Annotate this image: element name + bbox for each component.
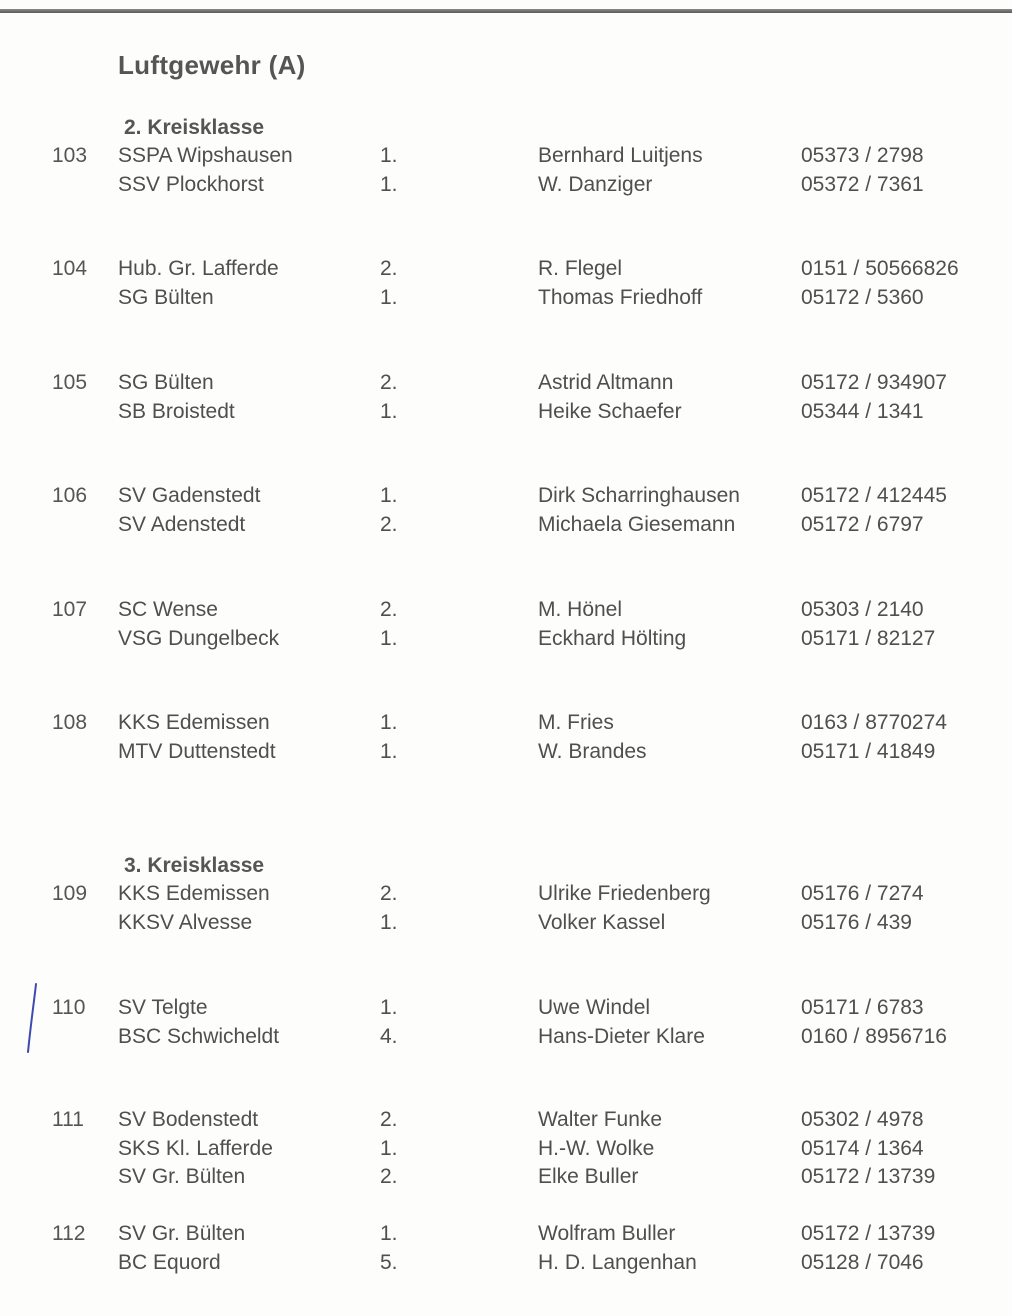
- contact-name: Heike Schaefer: [538, 399, 682, 423]
- club-name: SSPA Wipshausen: [118, 144, 293, 167]
- contact-name: Walter Funke: [538, 1108, 663, 1131]
- team-row: [0, 1025, 1012, 1053]
- phone-number: 05303 / 2140: [801, 598, 924, 621]
- phone-number: 05373 / 2798: [801, 144, 924, 167]
- team-number: 2.: [380, 512, 398, 536]
- club-name: SB Broistedt: [118, 399, 235, 423]
- contact-name: R. Flegel: [538, 257, 623, 280]
- phone-number: 0151 / 50566826: [801, 257, 959, 280]
- contact-name: Thomas Friedhoff: [538, 285, 703, 309]
- club-name: KKS Edemissen: [118, 711, 270, 734]
- contact-name: Uwe Windel: [538, 996, 651, 1019]
- phone-number: 05172 / 13739: [801, 1222, 936, 1245]
- team-row: [0, 1108, 1012, 1136]
- group-number: 106: [52, 484, 88, 507]
- team-number: 1.: [380, 1222, 398, 1245]
- team-row: [0, 627, 1012, 655]
- contact-name: H. D. Langenhan: [538, 1250, 697, 1274]
- team-number: 1.: [380, 172, 398, 196]
- team-number: 1.: [380, 144, 398, 167]
- contact-name: H.-W. Wolke: [538, 1136, 655, 1160]
- group-number: 111: [52, 1108, 84, 1131]
- team-number: 1.: [380, 739, 398, 763]
- team-row: [0, 996, 1012, 1024]
- team-number: 1.: [380, 626, 398, 650]
- team-row: [0, 882, 1012, 910]
- club-name: SV Gr. Bülten: [118, 1165, 246, 1188]
- team-number: 2.: [380, 371, 398, 394]
- club-name: VSG Dungelbeck: [118, 626, 280, 650]
- club-name: SC Wense: [118, 598, 218, 621]
- club-name: SV Gadenstedt: [118, 484, 261, 507]
- team-number: 2.: [380, 1108, 398, 1131]
- team-row: [0, 286, 1012, 314]
- phone-number: 05172 / 6797: [801, 512, 924, 536]
- page-title: Luftgewehr (A): [118, 50, 306, 80]
- contact-name: M. Hönel: [538, 598, 623, 621]
- section-title: 3. Kreisklasse: [124, 854, 265, 877]
- contact-name: W. Danziger: [538, 172, 653, 196]
- club-name: SG Bülten: [118, 285, 214, 309]
- team-number: 4.: [380, 1024, 398, 1048]
- contact-name: Bernhard Luitjens: [538, 144, 703, 167]
- team-row: [0, 513, 1012, 541]
- group-number: 108: [52, 711, 88, 734]
- club-name: MTV Duttenstedt: [118, 739, 276, 763]
- contact-name: Astrid Altmann: [538, 371, 674, 394]
- club-name: BC Equord: [118, 1250, 221, 1274]
- club-name: SV Bodenstedt: [118, 1108, 259, 1131]
- contact-name: Dirk Scharringhausen: [538, 484, 740, 507]
- team-row: [0, 711, 1012, 739]
- team-row: [0, 400, 1012, 428]
- team-number: 2.: [380, 1165, 398, 1188]
- phone-number: 05172 / 5360: [801, 285, 924, 309]
- team-number: 1.: [380, 484, 398, 507]
- team-row: [0, 173, 1012, 201]
- phone-number: 05174 / 1364: [801, 1136, 924, 1160]
- section-title: 2. Kreisklasse: [124, 116, 265, 139]
- team-row: [0, 598, 1012, 626]
- phone-number: 05172 / 934907: [801, 371, 947, 394]
- phone-number: 05171 / 6783: [801, 996, 924, 1019]
- group-number: 104: [52, 257, 88, 280]
- club-name: SV Adenstedt: [118, 512, 246, 536]
- group-number: 110: [52, 996, 86, 1019]
- team-number: 2.: [380, 882, 398, 905]
- contact-name: Eckhard Hölting: [538, 626, 687, 650]
- team-row: [0, 740, 1012, 768]
- group-number: 105: [52, 371, 88, 394]
- club-name: Hub. Gr. Lafferde: [118, 257, 279, 280]
- team-number: 2.: [380, 257, 398, 280]
- phone-number: 0160 / 8956716: [801, 1024, 947, 1048]
- phone-number: 05171 / 82127: [801, 626, 936, 650]
- phone-number: 05176 / 7274: [801, 882, 924, 905]
- group-number: 107: [52, 598, 88, 621]
- team-number: 1.: [380, 285, 398, 309]
- team-row: [0, 144, 1012, 172]
- contact-name: M. Fries: [538, 711, 614, 734]
- team-row: [0, 371, 1012, 399]
- contact-name: Michaela Giesemann: [538, 512, 736, 536]
- club-name: SKS Kl. Lafferde: [118, 1136, 273, 1160]
- contact-name: Volker Kassel: [538, 910, 666, 934]
- club-name: SV Gr. Bülten: [118, 1222, 246, 1245]
- team-row: [0, 1165, 1012, 1193]
- team-row: [0, 1251, 1012, 1279]
- club-name: SV Telgte: [118, 996, 208, 1019]
- contact-name: Hans-Dieter Klare: [538, 1024, 705, 1048]
- team-row: [0, 257, 1012, 285]
- team-number: 1.: [380, 1136, 398, 1160]
- phone-number: 05171 / 41849: [801, 739, 936, 763]
- team-number: 1.: [380, 711, 398, 734]
- group-number: 109: [52, 882, 88, 905]
- phone-number: 05344 / 1341: [801, 399, 924, 423]
- team-row: [0, 1137, 1012, 1165]
- phone-number: 05372 / 7361: [801, 172, 924, 196]
- team-row: [0, 911, 1012, 939]
- team-row: [0, 484, 1012, 512]
- phone-number: 0163 / 8770274: [801, 711, 947, 734]
- team-row: [0, 1222, 1012, 1250]
- contact-name: Ulrike Friedenberg: [538, 882, 711, 905]
- club-name: SSV Plockhorst: [118, 172, 264, 196]
- club-name: BSC Schwicheldt: [118, 1024, 280, 1048]
- club-name: KKSV Alvesse: [118, 910, 253, 934]
- team-number: 1.: [380, 910, 398, 934]
- contact-name: W. Brandes: [538, 739, 647, 763]
- group-number: 103: [52, 144, 88, 167]
- team-number: 5.: [380, 1250, 398, 1274]
- group-number: 112: [52, 1222, 86, 1245]
- phone-number: 05302 / 4978: [801, 1108, 924, 1131]
- club-name: KKS Edemissen: [118, 882, 270, 905]
- contact-name: Elke Buller: [538, 1165, 639, 1188]
- top-rule: [0, 9, 1012, 13]
- phone-number: 05128 / 7046: [801, 1250, 924, 1274]
- team-number: 1.: [380, 399, 398, 423]
- club-name: SG Bülten: [118, 371, 214, 394]
- phone-number: 05172 / 412445: [801, 484, 947, 507]
- contact-name: Wolfram Buller: [538, 1222, 676, 1245]
- phone-number: 05172 / 13739: [801, 1165, 936, 1188]
- team-number: 1.: [380, 996, 398, 1019]
- team-number: 2.: [380, 598, 398, 621]
- phone-number: 05176 / 439: [801, 910, 912, 934]
